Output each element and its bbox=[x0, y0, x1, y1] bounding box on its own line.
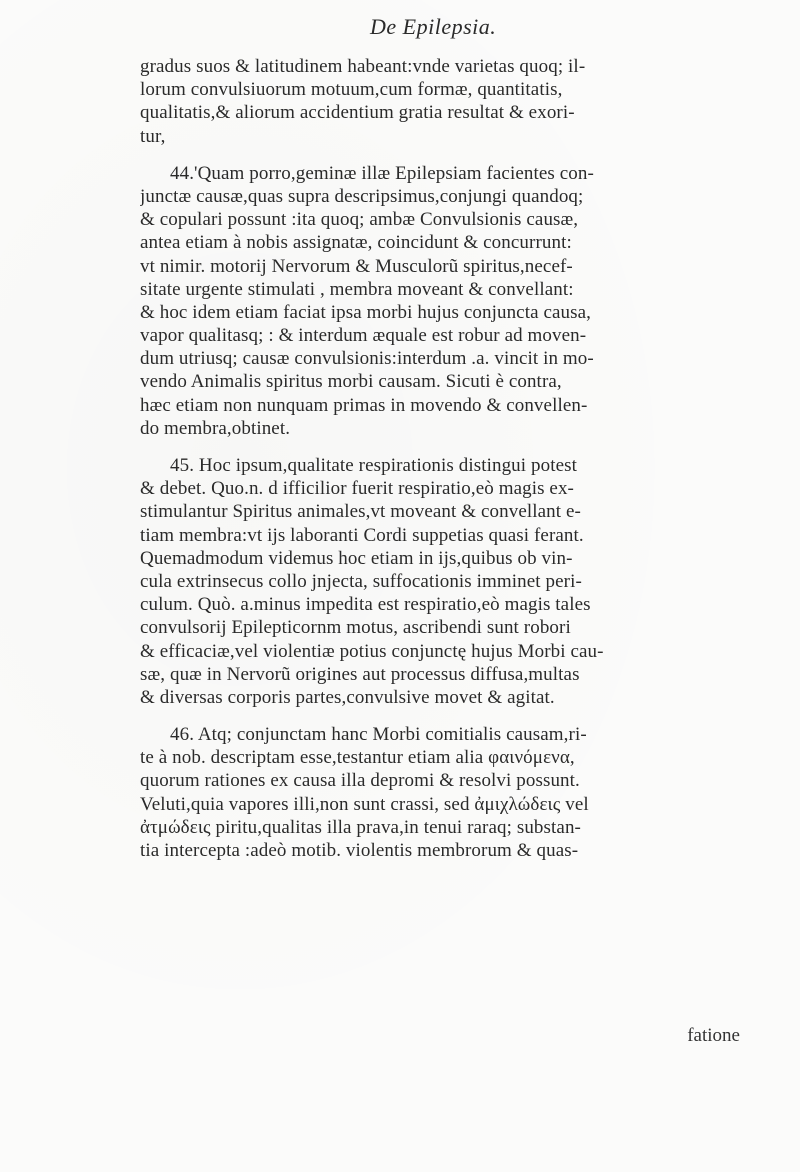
text-line: & diversas corporis partes,convulsive movet & agitat. bbox=[140, 686, 555, 708]
text-line: do membra,obtinet. bbox=[140, 417, 291, 439]
text-line: dum utriusq; causæ convulsionis:interdum .a. vincit in mo- bbox=[140, 348, 594, 370]
text-line: convulsorij Epilepticornm motus, ascribendi sunt robori bbox=[140, 617, 571, 639]
text-line: lorum convulsiuorum motuum,cum formæ, quantitatis, bbox=[140, 79, 563, 101]
paragraph-46-start: 46. Atq; conjunctam hanc Morbi comitialis causam,ri- bbox=[170, 724, 587, 746]
catchword: fatione bbox=[687, 1025, 740, 1046]
text-line: sæ, quæ in Nervorũ origines aut processus diffusa,multas bbox=[140, 663, 580, 685]
text-line: ἀτμώδεις piritu,qualitas illa prava,in tenui raraq; substan- bbox=[140, 816, 581, 838]
text-block bbox=[140, 55, 790, 862]
text-line: & hoc idem etiam faciat ipsa morbi hujus conjuncta causa, bbox=[140, 301, 592, 323]
text-line: & efficaciæ,vel violentiæ potius conjunctę hujus Morbi cau- bbox=[140, 640, 604, 662]
text-line: hæc etiam non nunquam primas in movendo & convellen- bbox=[140, 394, 588, 416]
text-line: te à nob. descriptam esse,testantur etiam alia φαινόμενα, bbox=[140, 747, 575, 769]
text-line: antea etiam à nobis assignatæ, coincidunt & concurrunt: bbox=[140, 232, 572, 254]
running-head: De Epilepsia. bbox=[370, 14, 497, 39]
text-line: & debet. Quo.n. d ifficilior fuerit respiratio,eò magis ex- bbox=[140, 478, 574, 500]
text-line: vendo Animalis spiritus morbi causam. Sicuti è contra, bbox=[140, 371, 562, 393]
text-line: cula extrinsecus collo jnjecta, suffocationis imminet peri- bbox=[140, 570, 582, 592]
text-line: stimulantur Spiritus animales,vt moveant & convellant e- bbox=[140, 501, 581, 523]
paragraph-45-start: 45. Hoc ipsum,qualitate respirationis distingui potest bbox=[170, 455, 577, 476]
text-line: tiam membra:vt ijs laboranti Cordi suppetias quasi ferant. bbox=[140, 524, 584, 546]
text-line: Veluti,quia vapores illi,non sunt crassi, sed ἀμιχλώδεις vel bbox=[140, 793, 589, 815]
text-line: sitate urgente stimulati , membra moveant & convellant: bbox=[140, 278, 574, 300]
text-line: junctæ causæ,quas supra descripsimus,conjungi quandoq; bbox=[140, 185, 584, 207]
text-line: & copulari possunt :ita quoq; ambæ Convulsionis causæ, bbox=[140, 209, 579, 231]
text-line: quorum rationes ex causa illa depromi & resolvi possunt. bbox=[140, 770, 580, 792]
text-line: qualitatis,& aliorum accidentium gratia resultat & exori- bbox=[140, 102, 575, 124]
text-line: tia intercepta :adeò motib. violentis membrorum & quas- bbox=[140, 840, 579, 861]
text-line: tur, bbox=[140, 125, 166, 147]
text-line: Quemadmodum videmus hoc etiam in ijs,quibus ob vin- bbox=[140, 547, 573, 569]
text-line: vt nimir. motorij Nervorum & Musculorũ spiritus,necef- bbox=[140, 255, 573, 277]
paragraph-44-start: 44.'Quam porro,geminæ illæ Epilepsiam facientes con- bbox=[170, 162, 594, 184]
text-line: gradus suos & latitudinem habeant:vnde varietas quoq; il- bbox=[140, 56, 586, 77]
text-line: culum. Quò. a.minus impedita est respiratio,eò magis tales bbox=[140, 594, 591, 616]
text-line: vapor qualitasq; : & interdum æquale est robur ad moven- bbox=[140, 325, 587, 347]
